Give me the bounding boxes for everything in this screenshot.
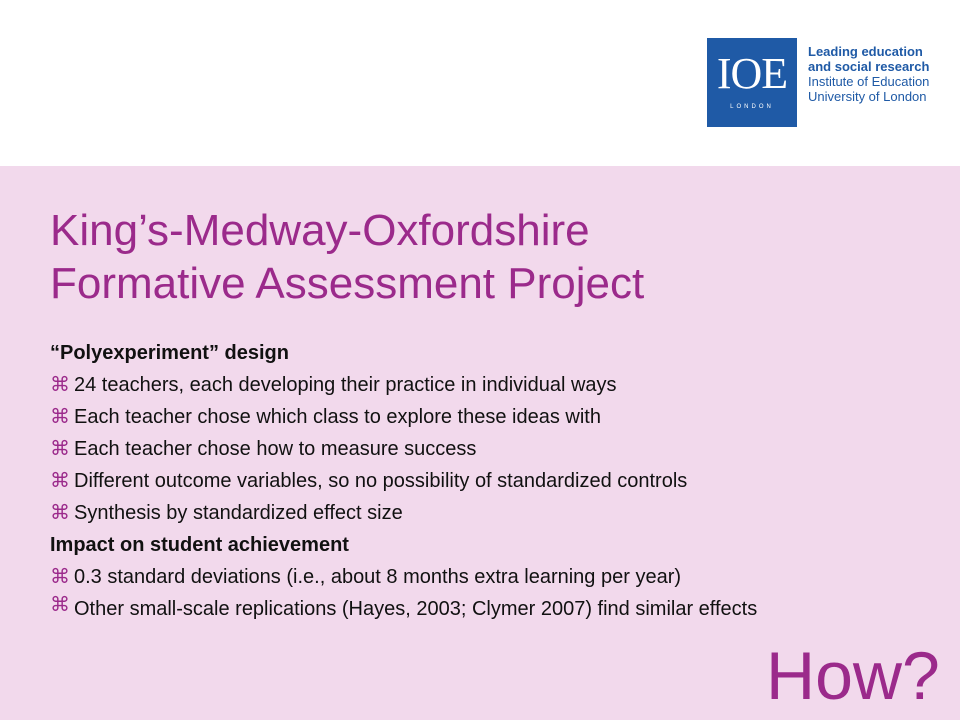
bullet-icon: ⌘ bbox=[50, 566, 70, 588]
slide-title-line2: Formative Assessment Project bbox=[50, 259, 645, 308]
logo-text bbox=[808, 44, 958, 104]
logo-name-line1: Institute of Education bbox=[808, 74, 930, 89]
bullet-item bbox=[50, 401, 910, 433]
how-callout: How? bbox=[766, 638, 940, 714]
bullet-item bbox=[50, 369, 910, 401]
section-heading-design: “Polyexperiment” design bbox=[50, 342, 289, 364]
bullet-text: 0.3 standard deviations (i.e., about 8 months extra learning per year) bbox=[74, 566, 682, 588]
slide-header bbox=[0, 0, 960, 166]
logo-tagline-line2: and social research bbox=[808, 59, 930, 74]
ioe-logo bbox=[707, 38, 797, 127]
slide-title-line1: King’s-Medway-Oxfordshire bbox=[50, 206, 590, 255]
slide-content bbox=[50, 337, 910, 621]
bullet-item bbox=[50, 465, 910, 497]
bullet-icon: ⌘ bbox=[50, 502, 70, 524]
logo-tagline-line1: Leading education bbox=[808, 44, 923, 59]
logo-subtext: LONDON bbox=[730, 104, 774, 110]
bullet-icon: ⌘ bbox=[50, 406, 70, 428]
bullet-item bbox=[50, 561, 910, 593]
logo-mark: IOE bbox=[716, 49, 788, 98]
bullet-text: Synthesis by standardized effect size bbox=[74, 502, 403, 524]
bullet-icon: ⌘ bbox=[50, 594, 70, 616]
slide-title bbox=[50, 204, 910, 310]
bullet-text: 24 teachers, each developing their practice in individual ways bbox=[74, 374, 617, 396]
bullet-item bbox=[50, 593, 910, 621]
bullet-item bbox=[50, 497, 910, 529]
bullet-icon: ⌘ bbox=[50, 374, 70, 396]
bullet-icon: ⌘ bbox=[50, 470, 70, 492]
bullet-text: Different outcome variables, so no possibility of standardized controls bbox=[74, 470, 688, 492]
bullet-item bbox=[50, 433, 910, 465]
logo-name-line2: University of London bbox=[808, 89, 927, 104]
bullet-icon: ⌘ bbox=[50, 438, 70, 460]
bullet-text: Each teacher chose how to measure success bbox=[74, 438, 477, 460]
bullet-text: Other small-scale replications (Hayes, 2003; Clymer 2007) find similar effects bbox=[74, 598, 758, 620]
bullet-text: Each teacher chose which class to explore these ideas with bbox=[74, 406, 601, 428]
section-heading-impact: Impact on student achievement bbox=[50, 534, 349, 556]
